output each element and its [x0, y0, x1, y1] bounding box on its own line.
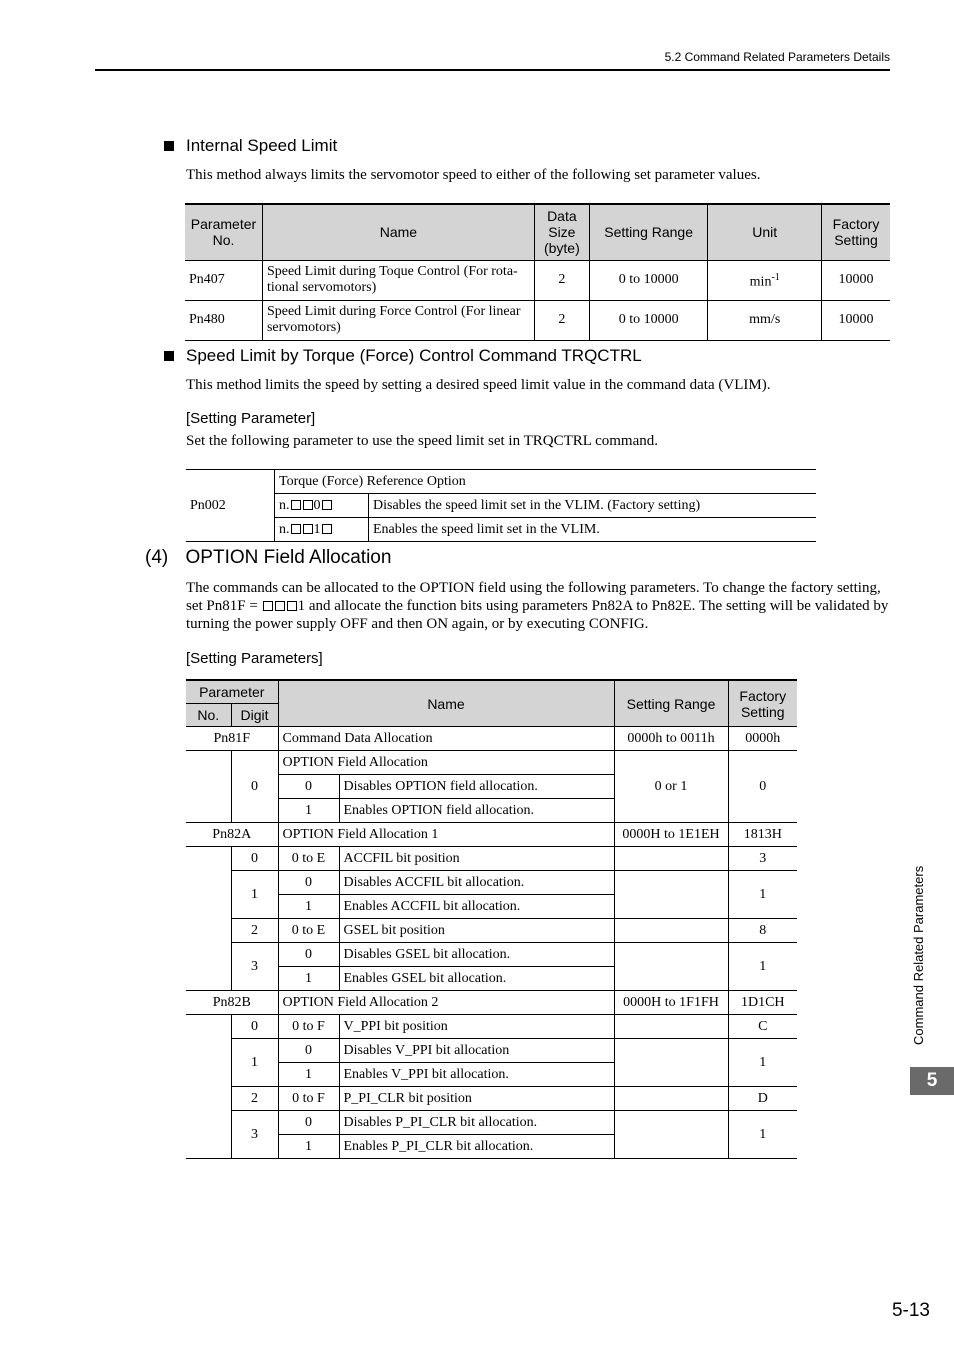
table-row — [186, 1087, 797, 1111]
value-desc: Enables ACCFIL bit allocation. — [339, 895, 614, 919]
placeholder-box-icon — [291, 500, 301, 510]
data-size: 2 — [534, 260, 589, 300]
pn002-table — [186, 469, 816, 542]
value: 0 to F — [278, 1015, 339, 1039]
chapter-tab: 5 — [910, 1067, 954, 1095]
factory-setting: 10000 — [822, 260, 890, 300]
factory-setting: 0000h — [728, 727, 797, 751]
value-desc: Disables OPTION field allocation. — [339, 775, 614, 799]
table-row — [185, 300, 890, 340]
square-bullet-icon — [164, 141, 174, 151]
table-row — [186, 991, 797, 1015]
table-row — [186, 871, 797, 895]
value: 1 — [278, 799, 339, 823]
param-name: OPTION Field Allocation 1 — [278, 823, 614, 847]
factory-setting: 1 — [728, 871, 797, 919]
value-desc: V_PPI bit position — [339, 1015, 614, 1039]
value: 1 — [278, 967, 339, 991]
digit-setting — [275, 494, 369, 518]
table-row — [186, 727, 797, 751]
param-no: Pn480 — [185, 300, 262, 340]
factory-setting: 8 — [728, 919, 797, 943]
placeholder-box-icon — [291, 524, 301, 534]
factory-setting: 3 — [728, 847, 797, 871]
placeholder-box-icon — [275, 601, 285, 611]
paragraph-text: 1 — [297, 598, 306, 614]
value-desc: Enables OPTION field allocation. — [339, 799, 614, 823]
section-title: OPTION Field Allocation — [185, 547, 392, 568]
param-name: OPTION Field Allocation — [278, 751, 614, 775]
param-name: Command Data Allocation — [278, 727, 614, 751]
square-bullet-icon — [164, 351, 174, 361]
col-header: Parameter No. — [185, 204, 262, 260]
digit: 0 — [231, 1015, 278, 1039]
value-desc: Disables ACCFIL bit allocation. — [339, 871, 614, 895]
setting-desc: Disables the speed limit set in the VLIM. (Factory setting) — [369, 494, 817, 518]
setting-range: 0 to 10000 — [589, 300, 708, 340]
section-heading-option-field — [145, 547, 391, 569]
col-header: Unit — [708, 204, 822, 260]
section-number: (4) — [145, 547, 169, 568]
col-header: Data Size (byte) — [534, 204, 589, 260]
digit: 3 — [231, 943, 278, 991]
table-row — [186, 518, 816, 542]
param-no: Pn82B — [186, 991, 278, 1015]
col-header: Name — [278, 680, 614, 727]
value: 1 — [278, 895, 339, 919]
value-desc: Disables V_PPI bit allocation — [339, 1039, 614, 1063]
param-no: Pn81F — [186, 727, 278, 751]
value-desc: ACCFIL bit position — [339, 847, 614, 871]
setting-range: 0000h to 0011h — [614, 727, 728, 751]
factory-setting: 1D1CH — [728, 991, 797, 1015]
placeholder-box-icon — [303, 524, 313, 534]
section-paragraph: This method always limits the servomotor speed to either of the following set parameter values. — [186, 167, 761, 183]
value: 1 — [278, 1063, 339, 1087]
header-rule — [95, 69, 890, 71]
paragraph-text: The commands can be allocated to the OPTION field using the following parameters. To change the factory setting, set Pn81F = — [186, 580, 881, 614]
digit: 3 — [231, 1111, 278, 1159]
value: 1 — [278, 1135, 339, 1159]
prefix: n. — [279, 497, 290, 513]
placeholder-box-icon — [322, 500, 332, 510]
factory-setting: 1 — [728, 943, 797, 991]
digit-setting — [275, 518, 369, 542]
data-size: 2 — [534, 300, 589, 340]
param-name: Speed Limit during Toque Control (For rota-tional servomotors) — [262, 260, 534, 300]
factory-setting: C — [728, 1015, 797, 1039]
unit — [708, 260, 822, 300]
section-heading-internal-speed-limit — [164, 136, 337, 156]
param-no: Pn407 — [185, 260, 262, 300]
value: 0 — [278, 943, 339, 967]
param-no: Pn002 — [186, 470, 275, 542]
factory-setting: 1813H — [728, 823, 797, 847]
unit-exponent: -1 — [771, 271, 780, 283]
factory-setting: 0 — [728, 751, 797, 823]
value-desc: GSEL bit position — [339, 919, 614, 943]
table-row — [186, 847, 797, 871]
sub-heading: [Setting Parameter] — [186, 410, 316, 427]
col-header: Factory Setting — [728, 680, 797, 727]
page-number: 5-13 — [891, 1300, 930, 1321]
digit: 0 — [231, 751, 278, 823]
table-row — [186, 919, 797, 943]
param-no: Pn82A — [186, 823, 278, 847]
col-header: No. — [186, 704, 231, 727]
value-desc: Disables P_PI_CLR bit allocation. — [339, 1111, 614, 1135]
value-desc: Enables GSEL bit allocation. — [339, 967, 614, 991]
digit: 2 — [231, 919, 278, 943]
param-title: Torque (Force) Reference Option — [275, 470, 817, 494]
table-row — [186, 1015, 797, 1039]
value: 0 — [278, 1039, 339, 1063]
table-row — [186, 494, 816, 518]
section-title: Internal Speed Limit — [186, 136, 338, 155]
value: 0 to E — [278, 847, 339, 871]
setting-range: 0 to 10000 — [589, 260, 708, 300]
table-row — [186, 751, 797, 775]
value: 0 — [278, 775, 339, 799]
running-header: 5.2 Command Related Parameters Details — [664, 50, 890, 64]
table-row — [186, 823, 797, 847]
digit: 0 — [231, 847, 278, 871]
internal-speed-limit-table — [185, 203, 890, 341]
unit: mm/s — [708, 300, 822, 340]
value: 0 — [278, 871, 339, 895]
col-header: Setting Range — [589, 204, 708, 260]
value: 0 to F — [278, 1087, 339, 1111]
section-heading-trqctrl — [164, 346, 642, 366]
digit: 0 — [313, 497, 321, 513]
placeholder-box-icon — [322, 524, 332, 534]
table-row — [186, 1039, 797, 1063]
value-desc: Disables GSEL bit allocation. — [339, 943, 614, 967]
section-paragraph: This method limits the speed by setting a desired speed limit value in the command data (VLIM). — [186, 377, 771, 393]
param-name: Speed Limit during Force Control (For linear servomotors) — [262, 300, 534, 340]
section-paragraph — [186, 579, 896, 633]
col-header: Digit — [231, 704, 278, 727]
digit: 1 — [231, 1039, 278, 1087]
option-field-table — [186, 679, 797, 1159]
setting-desc: Enables the speed limit set in the VLIM. — [369, 518, 817, 542]
paragraph-text: and allocate the function bits using parameters Pn82A to Pn82E. The setting will be validated by turning the power supply OFF and then ON again, or by executing CONFIG. — [186, 598, 889, 632]
setting-range: 0000H to 1F1FH — [614, 991, 728, 1015]
param-name: OPTION Field Allocation 2 — [278, 991, 614, 1015]
table-row — [186, 943, 797, 967]
digit: 2 — [231, 1087, 278, 1111]
factory-setting: 1 — [728, 1039, 797, 1087]
table-row — [185, 260, 890, 300]
digit: 1 — [231, 871, 278, 919]
factory-setting: 10000 — [822, 300, 890, 340]
value-desc: Enables P_PI_CLR bit allocation. — [339, 1135, 614, 1159]
placeholder-box-icon — [263, 601, 273, 611]
chapter-side-label: Command Related Parameters — [911, 865, 926, 1045]
setting-range: 0 or 1 — [614, 751, 728, 823]
section-title: Speed Limit by Torque (Force) Control Command TRQCTRL — [186, 346, 642, 365]
value-desc: P_PI_CLR bit position — [339, 1087, 614, 1111]
placeholder-box-icon — [287, 601, 297, 611]
factory-setting: D — [728, 1087, 797, 1111]
setting-range: 0000H to 1E1EH — [614, 823, 728, 847]
placeholder-box-icon — [303, 500, 313, 510]
col-header: Factory Setting — [822, 204, 890, 260]
col-header: Setting Range — [614, 680, 728, 727]
value: 0 to E — [278, 919, 339, 943]
unit-base: min — [749, 274, 772, 290]
sub-heading: [Setting Parameters] — [186, 650, 323, 667]
col-header: Name — [262, 204, 534, 260]
value-desc: Enables V_PPI bit allocation. — [339, 1063, 614, 1087]
digit: 1 — [313, 521, 321, 537]
table-row — [186, 1111, 797, 1135]
col-header: Parameter — [186, 680, 278, 704]
value: 0 — [278, 1111, 339, 1135]
prefix: n. — [279, 521, 290, 537]
factory-setting: 1 — [728, 1111, 797, 1159]
sub-paragraph: Set the following parameter to use the speed limit set in TRQCTRL command. — [186, 433, 658, 449]
